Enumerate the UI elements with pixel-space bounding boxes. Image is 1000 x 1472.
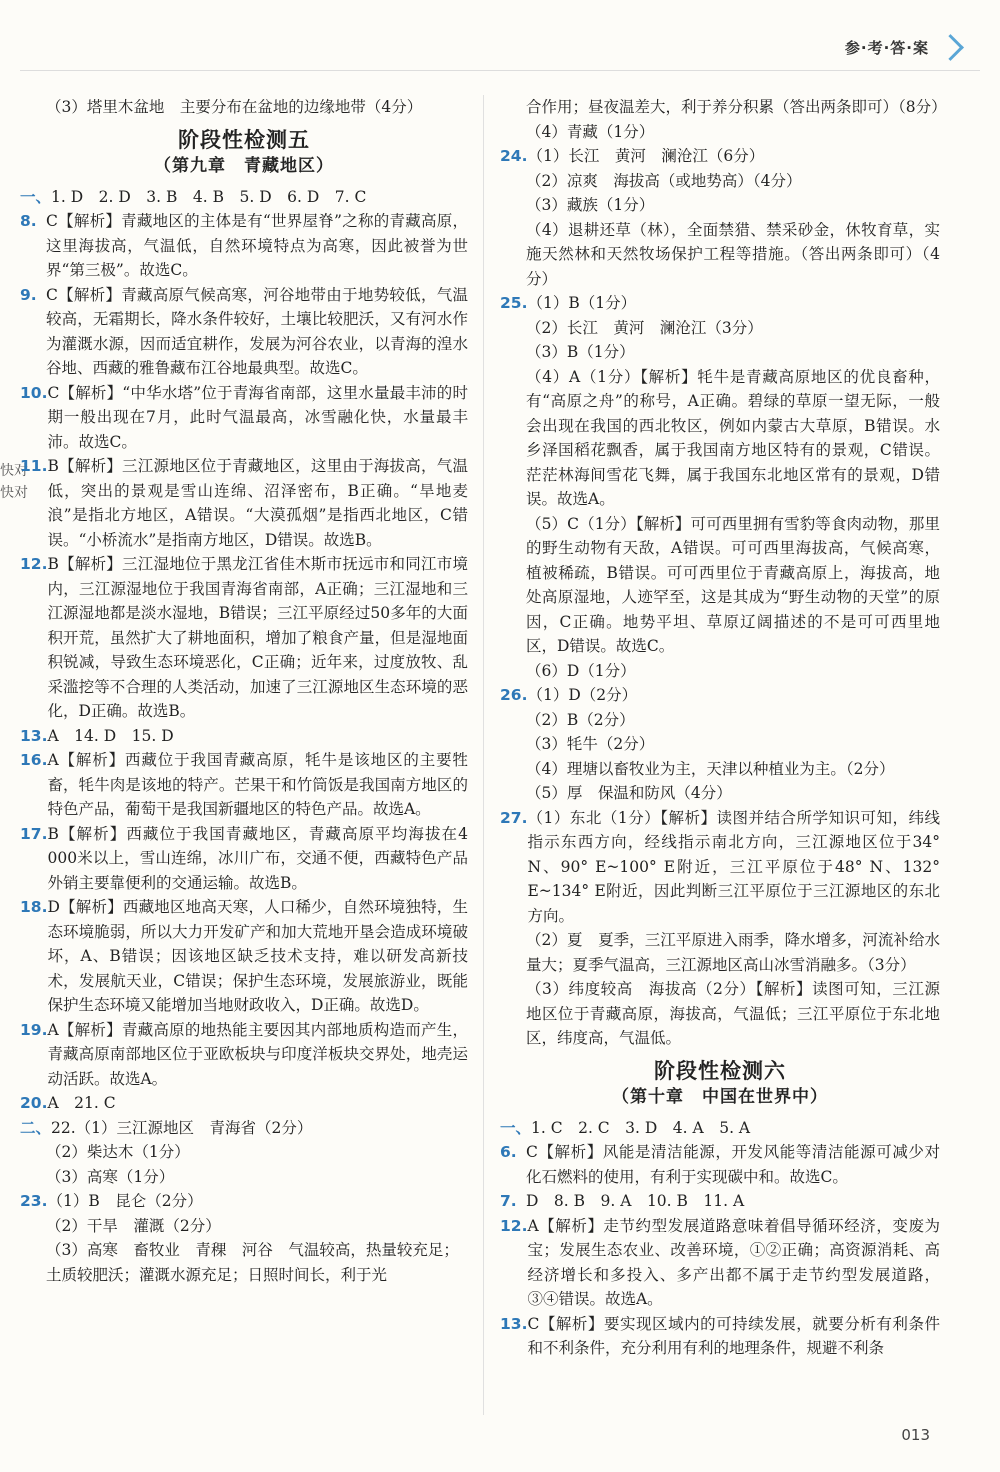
answer-line: （3）塔里木盆地 主要分布在盆地的边缘地带（4分） bbox=[46, 98, 423, 116]
item-number bbox=[500, 757, 526, 782]
answer-item bbox=[500, 659, 940, 684]
item-text: （1）B 昆仑（2分） bbox=[47, 1192, 203, 1210]
answer-item bbox=[20, 1018, 468, 1092]
answer-item bbox=[500, 781, 940, 806]
section-title: 阶段性检测五 bbox=[178, 127, 310, 152]
item-text: （5）厚 保温和防风（4分） bbox=[526, 784, 732, 802]
section-subtitle: （第十章 中国在世界中） bbox=[612, 1087, 828, 1107]
answer-item bbox=[500, 340, 940, 365]
item-number: 8. bbox=[20, 212, 37, 230]
answer-item bbox=[20, 454, 468, 552]
item-text: （4）理塘以畜牧业为主，天津以种植业为主。（2分） bbox=[526, 759, 895, 778]
header-title: 参·考·答·案 bbox=[844, 38, 929, 57]
answer-item bbox=[20, 283, 468, 381]
item-number: 16. bbox=[20, 751, 48, 769]
section-subtitle: （第九章 青藏地区） bbox=[154, 156, 334, 176]
answer-item bbox=[500, 291, 940, 316]
item-number bbox=[500, 218, 526, 292]
item-text: （2）凉爽 海拔高（或地势高）（4分） bbox=[526, 171, 802, 190]
item-number bbox=[500, 193, 526, 218]
item-number: 12. bbox=[500, 1216, 528, 1235]
item-number bbox=[500, 169, 526, 194]
item-number: 13. bbox=[500, 1314, 528, 1333]
item-text: A 21. C bbox=[47, 1094, 116, 1112]
item-text: A【解析】西藏位于我国青藏高原，牦牛是该地区的主要牲畜，牦牛肉是该地的特产。芒果干和竹筒饭是我国南方地区的特色产品，葡萄干是我国新疆地区的特色产品。故选A。 bbox=[47, 751, 468, 818]
answer-line: （2）柴达木（1分） bbox=[46, 1143, 190, 1161]
answer-line: （2）干旱 灌溉（2分） bbox=[46, 1216, 221, 1235]
item-number bbox=[500, 732, 526, 757]
item-text: B【解析】三江湿地位于黑龙江省佳木斯市抚远市和同江市境内，三江源湿地位于我国青海省南部，A正确；三江湿地和三江源湿地都是淡水湿地，B错误；三江平原经过50多年的大面积开荒，虽然扩大了耕地面积，增加了粮食产量，但是湿地面积锐减，导致生态环境恶化，C正确；近年来，过度放牧、乱采滥挖等不合理的人类活动，加速了三江源地区生态环境的恶化，D正确。故选B。 bbox=[47, 555, 468, 720]
item-text: C【解析】风能是清洁能源，开发风能等清洁能源可减少对化石燃料的使用，有利于实现碳中和。故选C。 bbox=[526, 1143, 940, 1186]
item-number bbox=[500, 340, 526, 365]
answer-item bbox=[500, 193, 940, 218]
answer-item bbox=[500, 683, 940, 708]
answer-item bbox=[500, 365, 940, 512]
item-text: （4）退耕还草（林），全面禁猎、禁采砂金，休牧育草，实施天然林和天然牧场保护工程等措施。（答出两条即可）（4分） bbox=[526, 220, 940, 288]
header-divider bbox=[20, 70, 980, 71]
item-text: A 14. D 15. D bbox=[47, 726, 174, 745]
item-text: （3）牦牛（2分） bbox=[526, 735, 655, 753]
item-number: 25. bbox=[500, 294, 528, 312]
answer-item bbox=[500, 1140, 940, 1189]
answer-line: 合作用；昼夜温差大，利于养分积累（答出两条即可）（8分） bbox=[526, 98, 947, 116]
item-text: A【解析】走节约型发展道路意味着倡导循环经济，变废为宝；发展生态农业、改善环境，①②正确；高资源消耗、高经济增长和多投入、多产出都不属于走节约型发展道路，③④错误。故选A。 bbox=[527, 1216, 940, 1308]
item-text: C【解析】“中华水塔”位于青海省南部，这里水量最丰沛的时期一般出现在7月，此时气温最高，冰雪融化快，水量最丰沛。故选C。 bbox=[47, 383, 468, 451]
item-number bbox=[500, 977, 526, 1051]
answer-item bbox=[500, 1189, 940, 1214]
item-text: （1）B（1分） bbox=[527, 294, 637, 312]
item-number bbox=[500, 659, 526, 684]
item-text: （1）D（2分） bbox=[527, 686, 638, 704]
item-text: （6）D（1分） bbox=[526, 661, 636, 680]
item-number: 6. bbox=[500, 1143, 517, 1161]
item-text: 1. D 2. D 3. B 4. B 5. D 6. D 7. C bbox=[51, 187, 367, 206]
side-note-line: 快对 bbox=[0, 463, 28, 479]
item-number bbox=[500, 365, 526, 512]
item-text: （2）B（2分） bbox=[526, 710, 635, 729]
item-number bbox=[500, 708, 526, 733]
chevron-right-icon bbox=[937, 34, 964, 61]
item-number: 12. bbox=[20, 555, 48, 573]
answer-item bbox=[500, 1214, 940, 1312]
answer-item bbox=[500, 732, 940, 757]
item-number: 24. bbox=[500, 147, 528, 165]
item-text: （2）夏 夏季，三江平原进入雨季，降水增多，河流补给水量大；夏季气温高，三江源地区高山冰雪消融多。（3分） bbox=[526, 931, 940, 974]
item-number: 17. bbox=[20, 824, 48, 843]
answer-line: （3）高寒 畜牧业 青稞 河谷 气温较高，热量较充足；土质较肥沃；灌溉水源充足；日照时间长，利于光 bbox=[46, 1241, 459, 1284]
item-number: 9. bbox=[20, 285, 37, 304]
answer-item bbox=[500, 757, 940, 782]
item-number: 10. bbox=[20, 383, 48, 402]
item-text: （3）B（1分） bbox=[526, 343, 635, 361]
item-number: 二、 bbox=[20, 1118, 52, 1137]
item-number: 一、 bbox=[20, 187, 52, 206]
item-number: 27. bbox=[500, 808, 528, 827]
page-number: 013 bbox=[901, 1426, 930, 1444]
answer-item bbox=[500, 1312, 940, 1361]
answer-item bbox=[500, 316, 940, 341]
item-number: 20. bbox=[20, 1094, 48, 1112]
item-number bbox=[500, 781, 526, 806]
answer-item bbox=[20, 1189, 468, 1214]
answer-item bbox=[20, 185, 468, 210]
answer-item bbox=[500, 169, 940, 194]
item-number: 19. bbox=[20, 1020, 48, 1039]
answer-item bbox=[500, 977, 940, 1051]
item-text: D【解析】西藏地区地高天寒，人口稀少，自然环境独特，生态环境脆弱，所以大力开发矿产和加大荒地开垦会造成环境破坏，A、B错误；因该地区缺乏技术支持，难以研发高新技术，发展航天业，C错误；保护生态环境，发展旅游业，既能保护生态环境又能增加当地财政收入，D正确。故选D。 bbox=[47, 898, 468, 1014]
item-text: （1）东北（1分）【解析】读图并结合所学知识可知，纬线指示东西方向，经线指示南北方向，三江源地区位于34° N、90° E~100° E附近，三江平原位于48° N、132° E~134° E附近，因此判断三江平原位于三江源地区的东北方向。 bbox=[527, 808, 940, 925]
item-text: C【解析】青藏地区的主体是有“世界屋脊”之称的青藏高原，这里海拔高，气温低，自然环境特点为高寒，因此被誉为世界“第三极”。故选C。 bbox=[46, 212, 468, 279]
answer-item bbox=[500, 708, 940, 733]
column-divider bbox=[483, 95, 484, 1415]
right-column bbox=[500, 95, 947, 1361]
left-column bbox=[20, 95, 468, 1287]
item-number: 26. bbox=[500, 686, 528, 704]
item-number: 7. bbox=[500, 1192, 517, 1210]
item-text: （4）A（1分）【解析】牦牛是青藏高原地区的优良畜种，有“高原之舟”的称号，A正确。碧绿的草原一望无际，一般会出现在我国的西北牧区，例如内蒙古大草原，B错误。水乡泽国稻花飘香，属于我国南方地区特有的景观，C错误。茫茫林海间雪花飞舞，属于我国东北地区常有的景观，D错误。故选A。 bbox=[526, 367, 940, 508]
item-text: （1）长江 黄河 澜沧江（6分） bbox=[527, 147, 765, 165]
item-number bbox=[500, 512, 526, 659]
answer-item bbox=[20, 552, 468, 724]
item-number: 11. bbox=[20, 457, 48, 475]
answer-line: （4）青藏（1分） bbox=[526, 122, 655, 141]
item-text: B【解析】三江源地区位于青藏地区，这里由于海拔高，气温低，突出的景观是雪山连绵、沼泽密布，B正确。“旱地麦浪”是指北方地区，A错误。“大漠孤烟”是指西北地区，C错误。“小桥流水”是指南方地区，D错误。故选B。 bbox=[47, 457, 468, 549]
item-text: D 8. B 9. A 10. B 11. A bbox=[526, 1192, 745, 1210]
answer-item bbox=[500, 218, 940, 292]
answer-item bbox=[20, 724, 468, 749]
answer-item bbox=[500, 806, 940, 929]
item-text: （3）藏族（1分） bbox=[526, 196, 655, 214]
item-text: A【解析】青藏高原的地热能主要因其内部地质构造而产生，青藏高原南部地区位于亚欧板块与印度洋板块交界处，地壳运动活跃。故选A。 bbox=[47, 1020, 468, 1088]
page-header bbox=[845, 30, 960, 64]
item-text: C【解析】青藏高原气候高寒，河谷地带由于地势较低，气温较高，无霜期长，降水条件较好，土壤比较肥沃，又有河水作为灌溉水源，因而适宜耕作，发展为河谷农业，以青海的湟水谷地、西藏的雅鲁藏布江谷地最典型。故选C。 bbox=[46, 285, 468, 377]
item-text: C【解析】要实现区域内的可持续发展，就要分析有利条件和不利条件，充分利用有利的地理条件，规避不利条 bbox=[527, 1314, 940, 1357]
item-number: 一、 bbox=[500, 1118, 532, 1137]
side-note-line: 快对 bbox=[0, 485, 28, 501]
item-number bbox=[500, 928, 526, 977]
answer-item bbox=[20, 895, 468, 1018]
item-number: 18. bbox=[20, 898, 48, 916]
answer-item bbox=[20, 209, 468, 283]
answer-item bbox=[500, 512, 940, 659]
answer-item bbox=[20, 1091, 468, 1116]
answer-line: （3）高寒（1分） bbox=[46, 1167, 175, 1186]
item-text: B【解析】西藏位于我国青藏地区，青藏高原平均海拔在4 000米以上，雪山连绵，冰川广布，交通不便，西藏特色产品外销主要靠便利的交通运输。故选B。 bbox=[47, 824, 468, 892]
item-number: 13. bbox=[20, 726, 48, 745]
item-text: （3）纬度较高 海拔高（2分）【解析】读图可知，三江源地区位于青藏高原，海拔高，气温低；三江平原位于东北地区，纬度高，气温低。 bbox=[526, 980, 940, 1047]
item-text: 22.（1）三江源地区 青海省（2分） bbox=[51, 1118, 313, 1137]
answer-item bbox=[20, 1116, 468, 1141]
answer-item bbox=[500, 928, 940, 977]
item-text: （2）长江 黄河 澜沧江（3分） bbox=[526, 318, 763, 337]
answer-item bbox=[500, 144, 940, 169]
item-text: （5）C（1分）【解析】可可西里拥有雪豹等食肉动物，那里的野生动物有天敌，A错误。可可西里海拔高，气候高寒，植被稀疏，B错误。可可西里位于青藏高原上，海拔高，地处高原湿地，人迹罕至，这是其成为“野生动物的天堂”的原因，C正确。地势平坦、草原辽阔描述的不是可可西里地区，D错误。故选C。 bbox=[526, 514, 940, 655]
answer-item bbox=[500, 1116, 940, 1141]
section-title: 阶段性检测六 bbox=[654, 1058, 786, 1083]
item-number: 23. bbox=[20, 1192, 48, 1210]
answer-item bbox=[20, 822, 468, 896]
item-number bbox=[500, 316, 526, 341]
answer-item bbox=[20, 748, 468, 822]
item-text: 1. C 2. C 3. D 4. A 5. A bbox=[531, 1118, 751, 1137]
answer-item bbox=[20, 381, 468, 455]
